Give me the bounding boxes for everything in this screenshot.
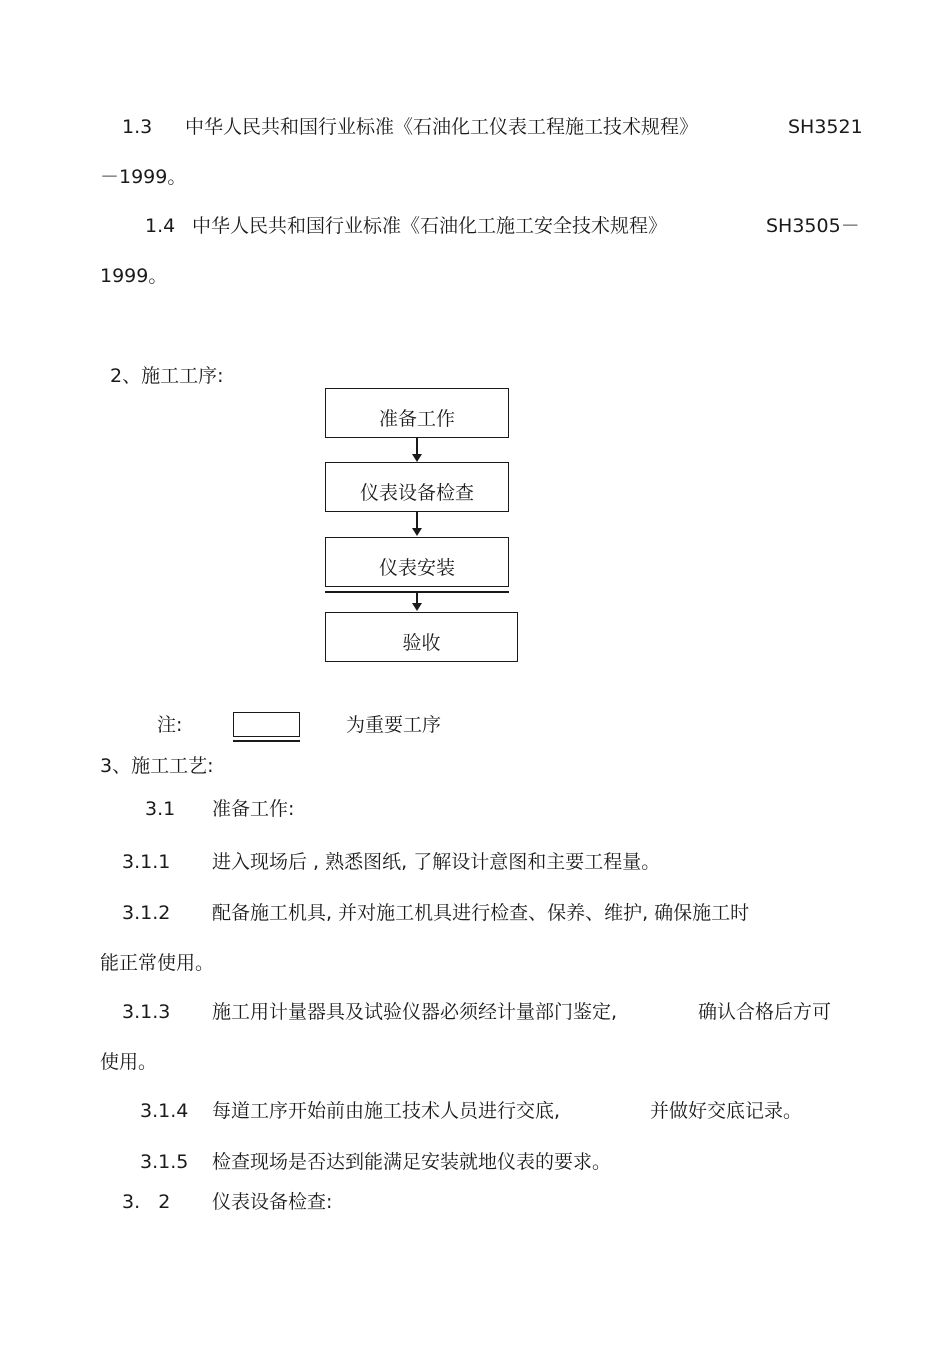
ref-1-3-continuation: －1999。: [100, 166, 187, 188]
item-3-1-1-text: 进入现场后 , 熟悉图纸, 了解设计意图和主要工程量。: [212, 851, 661, 873]
item-3-1-4-text-2: 并做好交底记录。: [650, 1100, 803, 1122]
ref-1-4-continuation: 1999。: [100, 265, 168, 287]
item-3-1-2-text: 配备施工机具, 并对施工机具进行检查、保养、维护, 确保施工时: [212, 902, 750, 924]
flow-step-label: 验收: [402, 632, 441, 654]
flow-step-acceptance: [325, 612, 518, 662]
section-3-1-number: 3.1: [145, 798, 176, 820]
item-3-1-4-number: 3.1.4: [140, 1100, 189, 1122]
ref-1-3-text: 中华人民共和国行业标准《石油化工仪表工程施工技术规程》: [185, 116, 699, 138]
item-3-1-5-number: 3.1.5: [140, 1151, 189, 1173]
flow-step-label: 仪表设备检查: [359, 482, 474, 504]
ref-1-4-text: 中华人民共和国行业标准《石油化工施工安全技术规程》: [192, 215, 668, 237]
item-3-1-3-continuation: 使用。: [100, 1051, 158, 1073]
item-3-1-5-text: 检查现场是否达到能满足安装就地仪表的要求。: [212, 1151, 612, 1173]
flow-step-install: [325, 537, 509, 587]
ref-1-4-code: SH3505－: [766, 215, 860, 237]
section-3-2-text: 仪表设备检查:: [212, 1191, 333, 1213]
ref-1-3-number: 1.3: [122, 116, 153, 138]
item-3-1-1-number: 3.1.1: [122, 851, 171, 873]
flow-arrow: [416, 438, 418, 460]
section-3-title: 3、施工工艺:: [100, 755, 214, 777]
note-text: 为重要工序: [346, 714, 442, 736]
note-label: 注:: [157, 714, 183, 736]
flow-step-inspect: [325, 462, 509, 512]
item-3-1-2-number: 3.1.2: [122, 902, 171, 924]
flow-step-prepare: [325, 388, 509, 438]
item-3-1-3-text-2: 确认合格后方可: [698, 1001, 832, 1023]
ref-1-4-number: 1.4: [145, 215, 176, 237]
item-3-1-2-continuation: 能正常使用。: [100, 952, 215, 974]
flow-step-label: 仪表安装: [378, 557, 455, 579]
note-legend-box: [233, 712, 300, 737]
flow-step-label: 准备工作: [378, 408, 455, 430]
ref-1-3-code: SH3521: [788, 116, 863, 138]
item-3-1-4-text: 每道工序开始前由施工技术人员进行交底,: [212, 1100, 561, 1122]
flow-arrow: [416, 591, 418, 609]
item-3-1-3-text: 施工用计量器具及试验仪器必须经计量部门鉴定,: [212, 1001, 618, 1023]
section-3-1-text: 准备工作:: [212, 798, 295, 820]
flow-arrow: [416, 512, 418, 534]
item-3-1-3-number: 3.1.3: [122, 1001, 171, 1023]
section-2-title: 2、施工工序:: [110, 365, 224, 387]
note-legend-underline: [233, 740, 300, 742]
section-3-2-number: 3. 2: [122, 1191, 171, 1213]
